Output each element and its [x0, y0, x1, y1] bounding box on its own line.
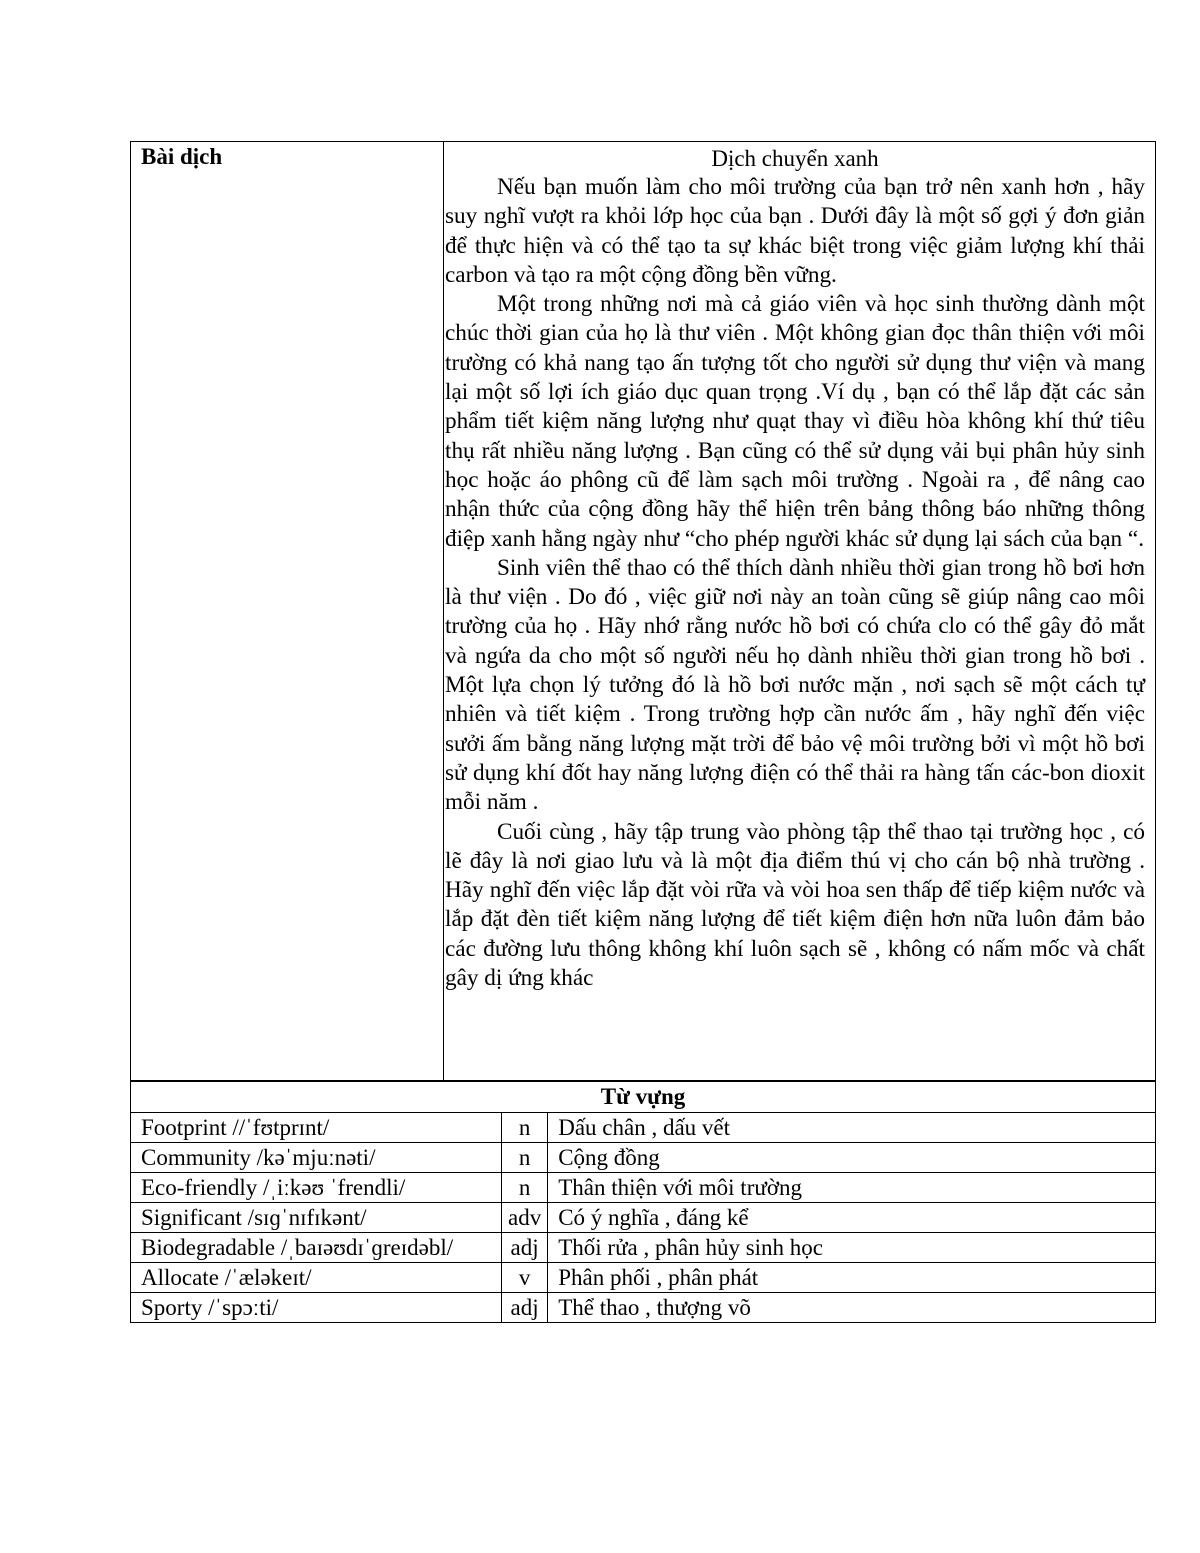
translation-title: Dịch chuyển xanh — [711, 146, 879, 171]
vocabulary-header-row — [131, 1082, 1156, 1113]
vocab-word: Community /kəˈmjuːnəti/ — [131, 1143, 502, 1173]
translation-paragraph-3: Sinh viên thể thao có thể thích dành nhiều thời gian trong hồ bơi hơn là thư viện . Do đó , việc giữ nơi này an toàn cũng sẽ giúp nâng cao môi trường của họ . Hãy nhớ rằng nước hồ bơi có chứa clo có thể gây đỏ mắt và ngứa da cho một số người nếu họ dành nhiều thời gian trong hồ bơi . Một lựa chọn lý tưởng đó là hồ bơi nước mặn , nơi sạch sẽ một cách tự nhiên và tiết kiệm . Trong trường hợp cần nước ấm , hãy nghĩ đến việc sưởi ấm bằng năng lượng mặt trời để bảo vệ môi trường bởi vì một hồ bơi sử dụng khí đốt hay năng lượng điện có thể thải ra hàng tấn các-bon dioxit mỗi năm . — [445, 554, 1145, 816]
vocab-word: Significant /sɪɡˈnɪfɪkənt/ — [131, 1203, 502, 1233]
translation-content-cell — [445, 142, 1145, 993]
translation-label: Bài dịch — [141, 144, 223, 169]
vocab-meaning: Cộng đồng — [548, 1143, 1156, 1173]
vocabulary-row — [131, 1143, 1156, 1173]
vocab-pos: adj — [502, 1233, 548, 1263]
vocab-meaning: Thối rửa , phân hủy sinh học — [548, 1233, 1156, 1263]
vocab-meaning: Dấu chân , dấu vết — [548, 1113, 1156, 1143]
vocab-pos: v — [502, 1263, 548, 1293]
vocab-word: Footprint //ˈfʊtprɪnt/ — [131, 1113, 502, 1143]
vocabulary-row — [131, 1113, 1156, 1143]
vocab-pos: n — [502, 1173, 548, 1203]
vocab-word: Allocate /ˈæləkeɪt/ — [131, 1263, 502, 1293]
vocabulary-row — [131, 1263, 1156, 1293]
vocabulary-row — [131, 1203, 1156, 1233]
vocab-word: Eco-friendly /ˌiːkəʊ ˈfrendli/ — [131, 1173, 502, 1203]
translation-paragraph-1: Nếu bạn muốn làm cho môi trường của bạn trở nên xanh hơn , hãy suy nghĩ vượt ra khỏi lớp học của bạn . Dưới đây là một số gợi ý đơn giản để thực hiện và có thể tạo ta sự khác biệt trong việc giảm lượng khí thải carbon và tạo ra một cộng đồng bền vững. — [445, 174, 1145, 288]
vocab-meaning: Thân thiện với môi trường — [548, 1173, 1156, 1203]
translation-table — [130, 141, 1156, 1081]
vocabulary-row — [131, 1293, 1156, 1323]
vocabulary-row — [131, 1173, 1156, 1203]
vocabulary-table — [130, 1081, 1156, 1323]
vocab-meaning: Thể thao , thượng võ — [548, 1293, 1156, 1323]
translation-label-cell — [131, 142, 444, 1080]
vocabulary-heading: Từ vựng — [131, 1082, 1156, 1113]
vocab-pos: n — [502, 1113, 548, 1143]
vocab-word: Biodegradable /ˌbaɪəʊdɪˈɡreɪdəbl/ — [131, 1233, 502, 1263]
vocab-meaning: Có ý nghĩa , đáng kể — [548, 1203, 1156, 1233]
vocab-meaning: Phân phối , phân phát — [548, 1263, 1156, 1293]
translation-paragraph-2: Một trong những nơi mà cả giáo viên và học sinh thường dành một chúc thời gian của họ là thư viên . Một không gian đọc thân thiện với môi trường có khả nang tạo ấn tượng tốt cho người sử dụng thư viện và mang lại một số lợi ích giáo dục quan trọng .Ví dụ , bạn có thể lắp đặt các sản phẩm tiết kiệm năng lượng như quạt thay vì điều hòa không khí thứ tiêu thụ rất nhiều năng lượng . Bạn cũng có thể sử dụng vải bụi phân hủy sinh học hoặc áo phông cũ để làm sạch môi trường . Ngoài ra , để nâng cao nhận thức của cộng đồng hãy thể hiện trên bảng thông báo những thông điệp xanh hằng ngày như “cho phép người khác sử dụng lại sách của bạn “. — [445, 291, 1145, 552]
translation-paragraph-4: Cuối cùng , hãy tập trung vào phòng tập thể thao tại trường học , có lẽ đây là nơi giao lưu và là một địa điểm thú vị cho cán bộ nhà trường . Hãy nghĩ đến việc lắp đặt vòi rữa và vòi hoa sen thấp để tiếp kiệm nước và lắp đặt đèn tiết kiệm năng lượng để tiết kiệm điện hơn nữa luôn đảm bảo các đường lưu thông không khí luôn sạch sẽ , không có nấm mốc và chất gây dị ứng khác — [445, 818, 1145, 992]
vocabulary-row — [131, 1233, 1156, 1263]
vocab-pos: n — [502, 1143, 548, 1173]
vocab-word: Sporty /ˈspɔːti/ — [131, 1293, 502, 1323]
vocab-pos: adv — [502, 1203, 548, 1233]
vocab-pos: adj — [502, 1293, 548, 1323]
